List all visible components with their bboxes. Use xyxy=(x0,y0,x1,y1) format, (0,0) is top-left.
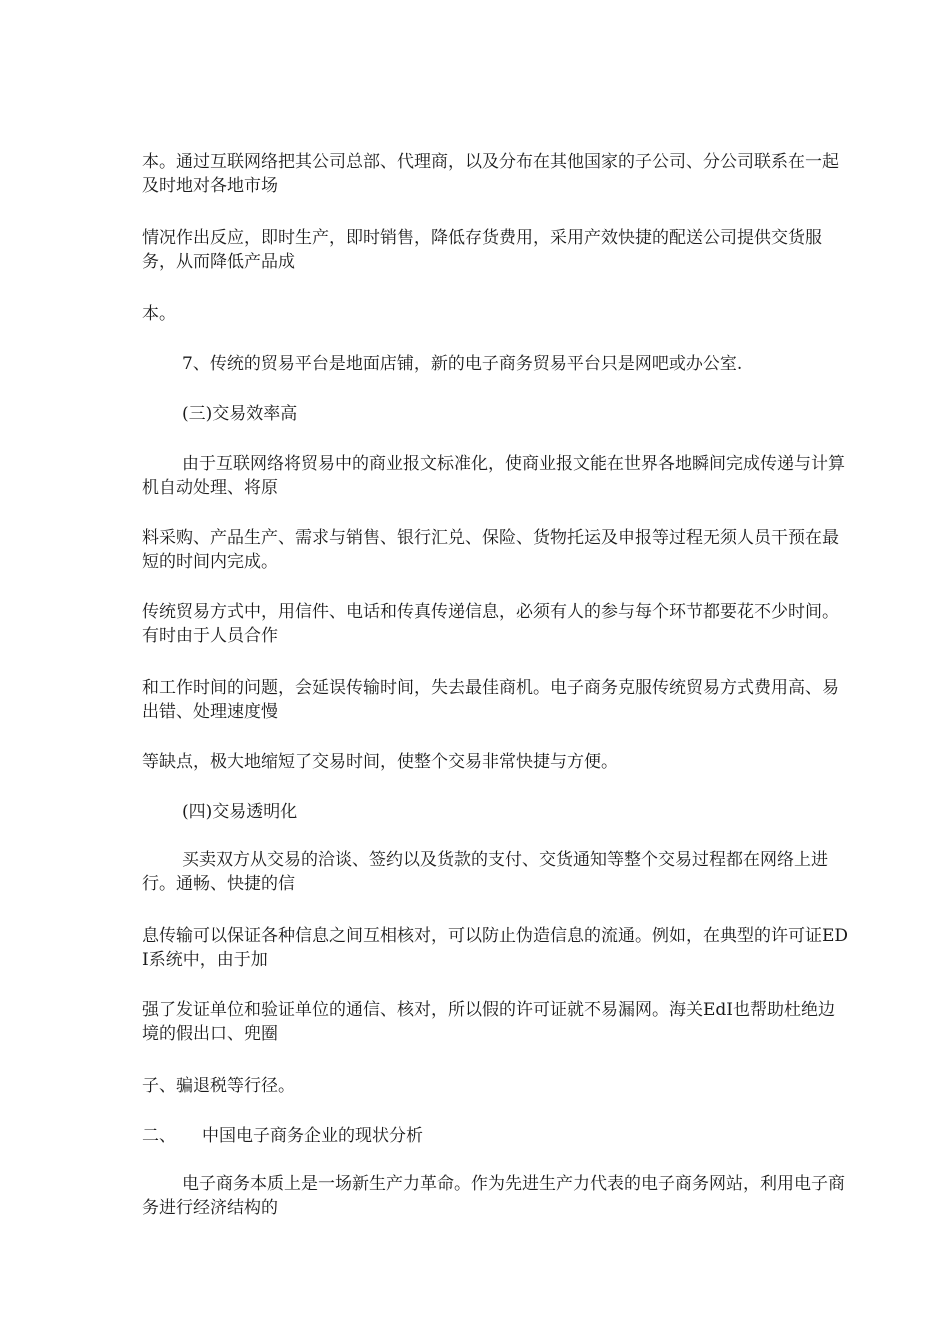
paragraph: 传统贸易方式中，用信件、电话和传真传递信息，必须有人的参与每个环节都要花不少时间。有时由于人员合作 xyxy=(142,602,839,646)
paragraph: 和工作时间的问题，会延误传输时间，失去最佳商机。电子商务克服传统贸易方式费用高、易出错、处理速度慢 xyxy=(142,678,839,722)
paragraph: 情况作出反应，即时生产，即时销售，降低存货费用，采用产效快捷的配送公司提供交货服务，从而降低产品成 xyxy=(142,228,822,272)
section-heading: (三)交易效率高 xyxy=(182,404,298,424)
paragraph: 本。 xyxy=(142,304,176,324)
chapter-title: 中国电子商务企业的现状分析 xyxy=(202,1126,423,1146)
paragraph: 子、骗退税等行径。 xyxy=(142,1076,295,1096)
paragraph: 料采购、产品生产、需求与销售、银行汇兑、保险、货物托运及申报等过程无须人员干预在最短的时间内完成。 xyxy=(142,528,839,572)
paragraph: 电子商务本质上是一场新生产力革命。作为先进生产力代表的电子商务网站，利用电子商务进行经济结构的 xyxy=(142,1174,845,1218)
paragraph: 买卖双方从交易的洽谈、签约以及货款的支付、交货通知等整个交易过程都在网络上进行。通畅、快捷的信 xyxy=(142,850,828,894)
paragraph: 7、传统的贸易平台是地面店铺，新的电子商务贸易平台只是网吧或办公室. xyxy=(182,354,743,374)
paragraph: 本。通过互联网络把其公司总部、代理商，以及分布在其他国家的子公司、分公司联系在一起及时地对各地市场 xyxy=(142,152,839,196)
paragraph: 强了发证单位和验证单位的通信、核对，所以假的许可证就不易漏网。海关EdI也帮助杜绝边境的假出口、兜圈 xyxy=(142,1000,836,1044)
paragraph: 由于互联网络将贸易中的商业报文标准化，使商业报文能在世界各地瞬间完成传递与计算机自动处理、将原 xyxy=(142,454,845,498)
section-heading: (四)交易透明化 xyxy=(182,802,298,822)
chapter-number: 二、 xyxy=(142,1126,176,1146)
paragraph: 等缺点，极大地缩短了交易时间，使整个交易非常快捷与方便。 xyxy=(142,752,618,772)
chapter-heading xyxy=(142,1124,850,1148)
paragraph: 息传输可以保证各种信息之间互相核对，可以防止伪造信息的流通。例如，在典型的许可证EDI系统中，由于加 xyxy=(142,926,849,970)
